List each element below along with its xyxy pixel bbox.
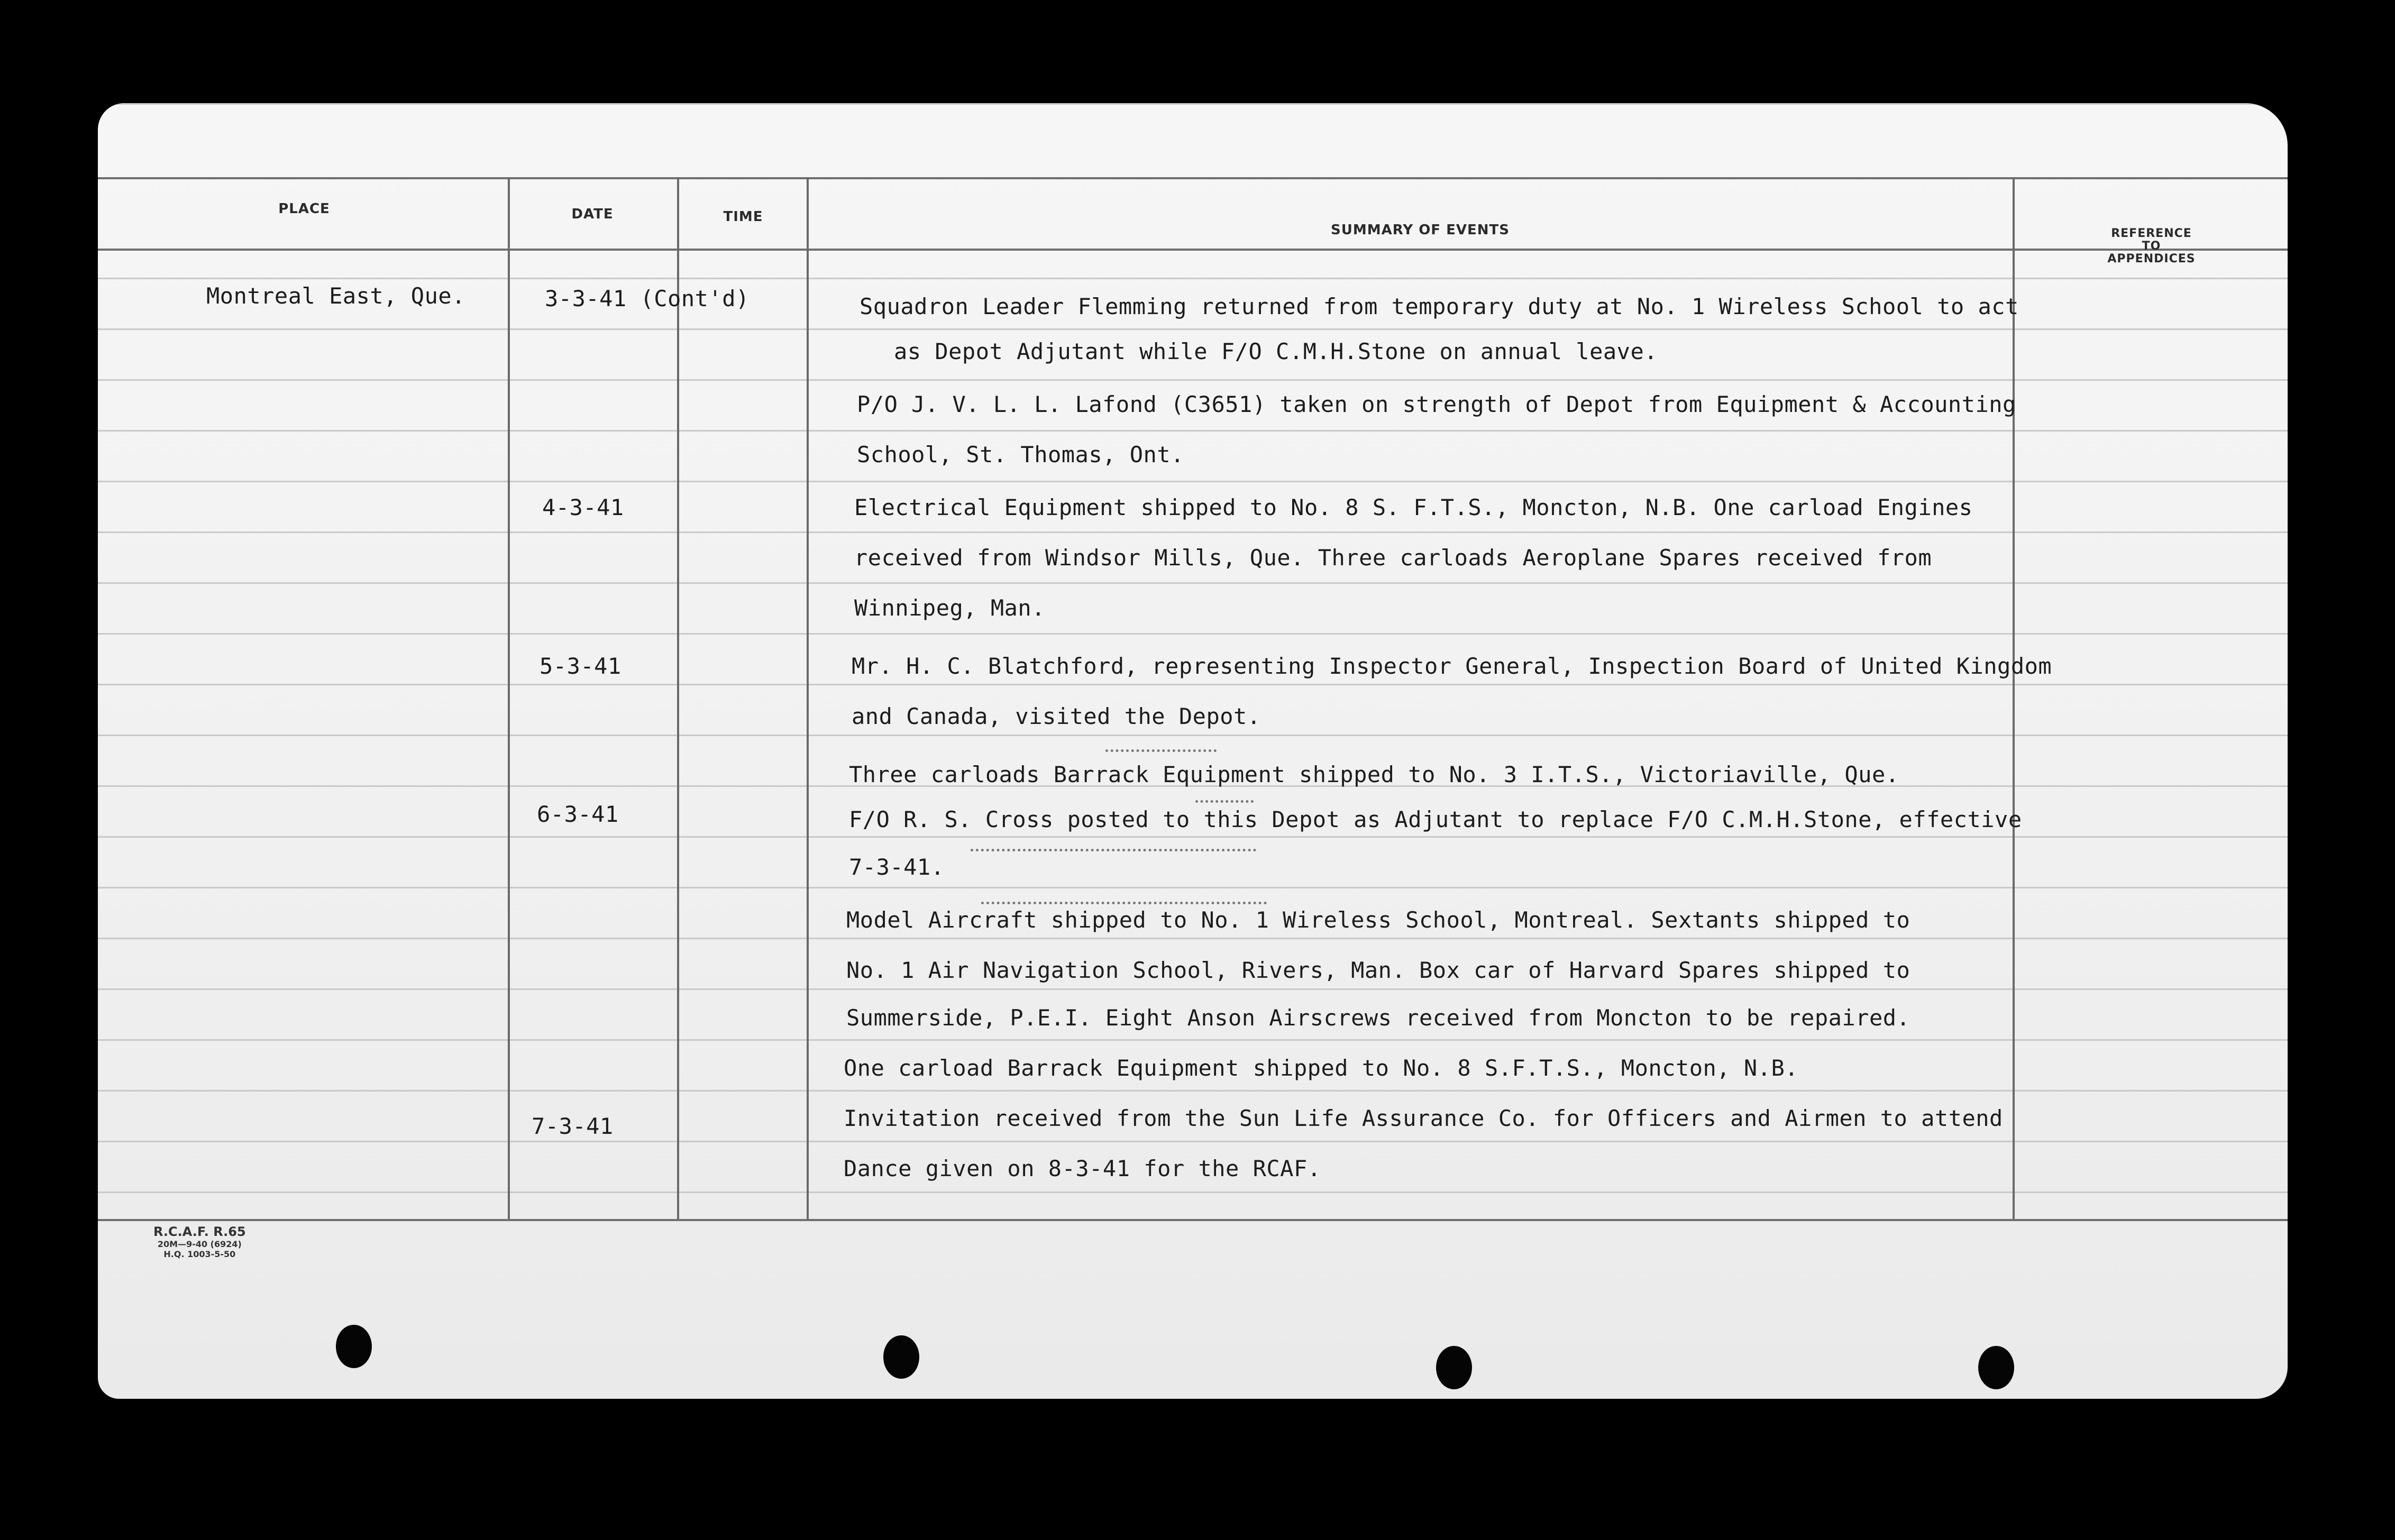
summary-line: Summerside, P.E.I. Eight Anson Airscrews received from Moncton to be repaired.	[846, 1005, 1910, 1031]
ruling-guide	[98, 1090, 2288, 1092]
ruling-guide	[98, 938, 2288, 939]
summary-line: Squadron Leader Flemming returned from temporary duty at No. 1 Wireless School to act	[860, 294, 2019, 319]
ruling-guide	[98, 988, 2288, 990]
summary-line: Dance given on 8-3-41 for the RCAF.	[844, 1156, 1321, 1181]
footer-rule	[98, 1219, 2288, 1221]
date-entry: 5-3-41	[540, 653, 621, 679]
column-divider-place-date	[508, 177, 510, 1219]
summary-line: Three carloads Barrack Equipment shipped to No. 3 I.T.S., Victoriaville, Que.	[849, 762, 1899, 787]
punch-hole	[1978, 1346, 2014, 1389]
dotted-separator	[981, 902, 1267, 904]
header-reference-line-1: REFERENCE	[2111, 227, 2192, 240]
ruling-guide	[98, 481, 2288, 482]
ruling-guide	[98, 531, 2288, 533]
dotted-separator	[971, 849, 1256, 851]
form-print-run: 20M—9-40 (6924)	[157, 1239, 242, 1249]
header-place: PLACE	[278, 201, 330, 217]
column-divider-summary-reference	[2013, 177, 2015, 1219]
summary-line: Model Aircraft shipped to No. 1 Wireless School, Montreal. Sextants shipped to	[846, 907, 1910, 933]
summary-line: 7-3-41.	[849, 854, 945, 880]
ruling-guide	[98, 836, 2288, 838]
dotted-separator	[1195, 800, 1254, 803]
ruling-guide	[98, 430, 2288, 432]
punch-hole	[883, 1335, 919, 1379]
summary-line: School, St. Thomas, Ont.	[857, 442, 1184, 468]
ruling-guide	[98, 582, 2288, 584]
place-entry: Montreal East, Que.	[206, 283, 465, 309]
form-code: R.C.A.F. R.65	[153, 1224, 246, 1239]
ruling-guide	[98, 1191, 2288, 1193]
ruling-guide	[98, 278, 2288, 279]
summary-line: Invitation received from the Sun Life Assurance Co. for Officers and Airmen to attend	[844, 1105, 2003, 1131]
summary-line: received from Windsor Mills, Que. Three carloads Aeroplane Spares received from	[854, 545, 1932, 571]
header-date: DATE	[571, 206, 614, 222]
ruling-guide	[98, 1141, 2288, 1142]
form-identifier	[153, 1224, 246, 1259]
column-divider-time-summary	[807, 177, 809, 1219]
punch-hole	[336, 1325, 372, 1368]
date-entry: 4-3-41	[542, 494, 624, 520]
ruling-guide	[98, 633, 2288, 635]
ruling-guide	[98, 379, 2288, 381]
ruling-guide	[98, 887, 2288, 888]
header-reference-line-2: TO	[2142, 240, 2161, 253]
header-reference	[2018, 227, 2285, 265]
ruling-guide	[98, 328, 2288, 330]
date-entry: 3-3-41 (Cont'd)	[545, 286, 749, 311]
header-top-rule	[98, 177, 2288, 179]
header-time: TIME	[723, 209, 763, 225]
header-bottom-rule	[98, 249, 2288, 251]
summary-line: F/O R. S. Cross posted to this Depot as Adjutant to replace F/O C.M.H.Stone, effective	[849, 806, 2022, 832]
summary-line: Winnipeg, Man.	[854, 595, 1046, 621]
summary-line: as Depot Adjutant while F/O C.M.H.Stone on annual leave.	[894, 338, 1658, 364]
header-reference-line-3: APPENDICES	[2107, 252, 2196, 265]
summary-line: No. 1 Air Navigation School, Rivers, Man. Box car of Harvard Spares shipped to	[846, 957, 1910, 983]
date-entry: 6-3-41	[537, 801, 619, 827]
dotted-separator	[1105, 749, 1217, 752]
summary-line: Mr. H. C. Blatchford, representing Inspector General, Inspection Board of United Kingdom	[852, 653, 2052, 679]
date-entry: 7-3-41	[532, 1113, 614, 1139]
header-summary: SUMMARY OF EVENTS	[1331, 222, 1510, 238]
diary-card	[98, 103, 2288, 1399]
ruling-guide	[98, 103, 2288, 105]
form-file-ref: H.Q. 1003-5-50	[163, 1249, 236, 1259]
summary-line: and Canada, visited the Depot.	[852, 703, 1261, 729]
summary-line: Electrical Equipment shipped to No. 8 S. F.T.S., Moncton, N.B. One carload Engines	[854, 494, 1973, 520]
ruling-guide	[98, 684, 2288, 685]
ruling-guide	[98, 735, 2288, 736]
summary-line: P/O J. V. L. L. Lafond (C3651) taken on strength of Depot from Equipment & Accounting	[857, 391, 2016, 417]
column-divider-date-time	[677, 177, 679, 1219]
ruling-guide	[98, 1039, 2288, 1041]
summary-line: One carload Barrack Equipment shipped to No. 8 S.F.T.S., Moncton, N.B.	[844, 1055, 1799, 1081]
punch-hole	[1436, 1346, 1472, 1389]
